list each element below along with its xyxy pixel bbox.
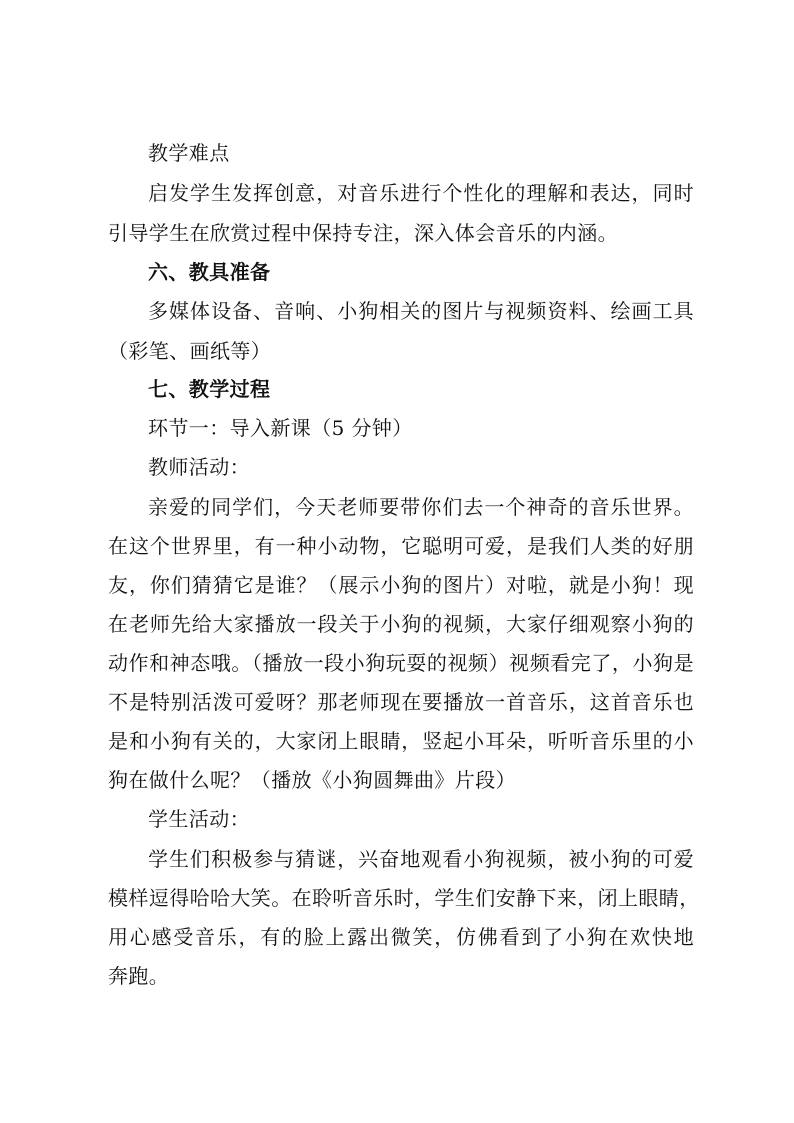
tools-heading: 六、教具准备	[148, 260, 271, 284]
student-activity-label: 学生活动：	[148, 807, 250, 831]
step1-heading: 环节一：导入新课（5 分钟）	[148, 416, 413, 440]
teacher-line-3: 友，你们猜猜它是谁？（展示小狗的图片）对啦，就是小狗！现	[108, 573, 694, 597]
tools-line-1: 多媒体设备、音响、小狗相关的图片与视频资料、绘画工具	[148, 299, 694, 323]
student-line-2: 模样逗得哈哈大笑。在聆听音乐时，学生们安静下来，闭上眼睛，	[108, 886, 700, 910]
tools-line-2: （彩笔、画纸等）	[108, 339, 272, 363]
document-page	[108, 0, 700, 1123]
teacher-line-4: 在老师先给大家播放一段关于小狗的视频，大家仔细观察小狗的	[108, 612, 694, 636]
teacher-activity-label: 教师活动：	[148, 455, 250, 479]
student-line-1: 学生们积极参与猜谜，兴奋地观看小狗视频，被小狗的可爱	[148, 847, 694, 871]
teacher-line-8: 狗在做什么呢？（播放《小狗圆舞曲》片段）	[108, 768, 516, 792]
student-line-4: 奔跑。	[108, 964, 170, 988]
teacher-line-1: 亲爱的同学们，今天老师要带你们去一个神奇的音乐世界。	[148, 495, 694, 519]
teacher-line-2: 在这个世界里，有一种小动物，它聪明可爱，是我们人类的好朋	[108, 534, 694, 558]
teacher-line-7: 是和小狗有关的，大家闭上眼睛，竖起小耳朵，听听音乐里的小	[108, 729, 694, 753]
difficulty-line-2: 引导学生在欣赏过程中保持专注，深入体会音乐的内涵。	[108, 221, 618, 245]
teacher-line-6: 不是特别活泼可爱呀？那老师现在要播放一首音乐，这首音乐也	[108, 690, 694, 714]
difficulty-heading: 教学难点	[148, 141, 230, 165]
student-line-3: 用心感受音乐，有的脸上露出微笑，仿佛看到了小狗在欢快地	[108, 925, 694, 949]
difficulty-line-1: 启发学生发挥创意，对音乐进行个性化的理解和表达，同时	[148, 181, 694, 205]
teacher-line-5: 动作和神态哦。（播放一段小狗玩耍的视频）视频看完了，小狗是	[108, 651, 694, 675]
process-heading: 七、教学过程	[148, 377, 271, 401]
